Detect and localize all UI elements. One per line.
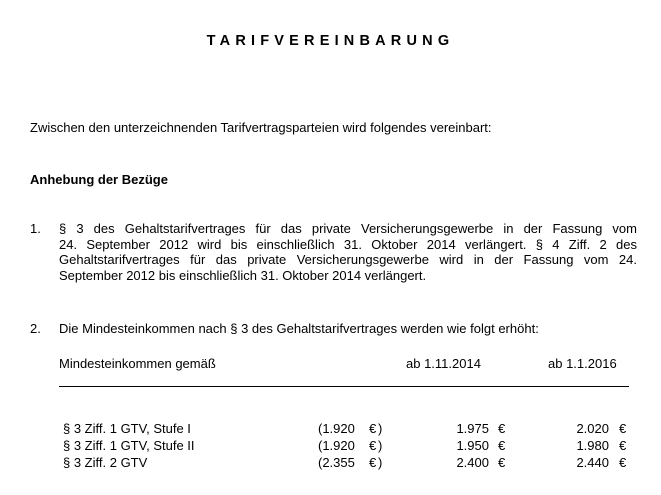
table-row [0,438,661,454]
row-currency-2016: € [619,421,627,436]
row-value-2016: 2.020 [576,421,609,436]
row-old-close: ) [378,421,383,436]
section-heading: Anhebung der Bezüge [30,172,168,187]
row-value-2014: 1.975 [456,421,489,436]
row-value-2014: 2.400 [456,455,489,470]
row-old-close: ) [378,438,383,453]
table-row [0,455,661,471]
row-old-currency: € [369,421,377,436]
item-1-line: Gehaltstarifvertrages für das private Versicherungsgewerbe wird in der Fassung vom 24. [59,252,637,267]
item-text-2 [59,321,637,337]
item-number-1: 1. [30,221,41,236]
item-1-line: § 3 des Gehaltstarifvertrages für das private Versicherungsgewerbe in der Fassung vom [59,221,637,236]
row-old-value: (1.920 [318,438,355,453]
row-currency-2014: € [498,438,506,453]
table-header-col2: ab 1.1.2016 [548,356,617,371]
intro-text: Zwischen den unterzeichnenden Tarifvertragsparteien wird folgendes vereinbart: [30,120,492,135]
row-currency-2016: € [619,455,627,470]
table-header-label: Mindesteinkommen gemäß [59,356,216,371]
row-value-2016: 2.440 [576,455,609,470]
row-value-2016: 1.980 [576,438,609,453]
row-old-currency: € [369,455,377,470]
row-label: § 3 Ziff. 1 GTV, Stufe I [63,421,191,436]
item-text-1 [59,221,637,283]
row-label: § 3 Ziff. 2 GTV [63,455,148,470]
item-1-line: 24. September 2012 wird bis einschließlich 31. Oktober 2014 verlängert. § 4 Ziff. 2 des [59,236,637,252]
item-1-line: September 2012 bis einschließlich 31. Oktober 2014 verlängert. [59,267,427,283]
document-title: TARIFVEREINBARUNG [206,33,455,49]
row-currency-2016: € [619,438,627,453]
item-number-2: 2. [30,321,41,336]
row-currency-2014: € [498,421,506,436]
row-value-2014: 1.950 [456,438,489,453]
row-old-close: ) [378,455,383,470]
table-header-col1: ab 1.11.2014 [406,356,481,371]
item-2-line: Die Mindesteinkommen nach § 3 des Gehaltstarifvertrages werden wie folgt erhöht: [59,321,539,336]
row-currency-2014: € [498,455,506,470]
row-old-value: (2.355 [318,455,355,470]
table-row [0,421,661,437]
row-old-value: (1.920 [318,421,355,436]
row-old-currency: € [369,438,377,453]
row-label: § 3 Ziff. 1 GTV, Stufe II [63,438,195,453]
table-header-rule [59,386,629,387]
